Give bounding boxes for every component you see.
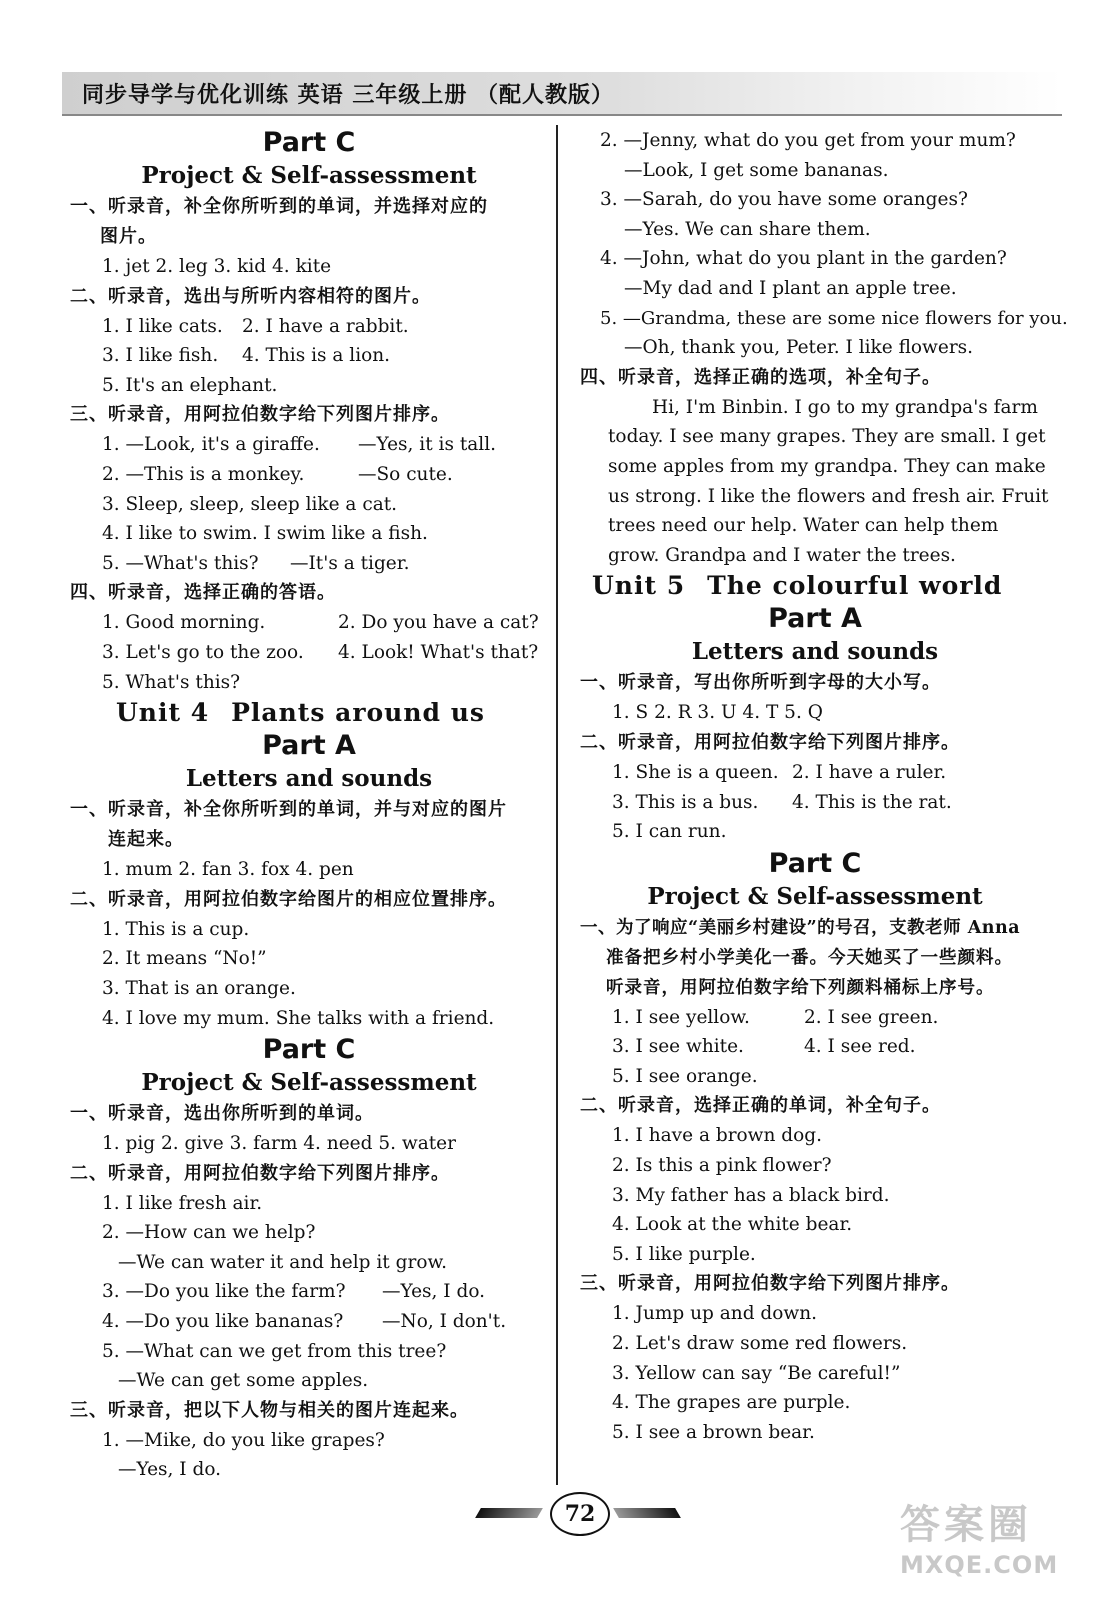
answer-line: 2. —Jenny, what do you get from your mum? [600,130,1016,151]
section-heading: Part A [262,730,356,762]
answer-line [70,1277,548,1307]
answer-item: 2. I see green. [804,1006,939,1028]
answer-item: 3. I see white. [612,1036,744,1058]
section-heading: Part C [262,127,356,158]
answer-item: —It's a tiger. [290,552,410,574]
left-column [70,126,548,1485]
answer-line [70,1307,548,1337]
answer-line [70,638,548,668]
answer-line: 1. This is a cup. [102,918,250,940]
answer-line: 5. I see a brown bear. [612,1421,815,1443]
answer-line [580,1032,1050,1062]
answer-line: 1. —Mike, do you like grapes? [102,1429,385,1451]
answer-line: 3. Sleep, sleep, sleep like a cat. [102,493,398,515]
answer-line: 5. I can run. [612,821,727,843]
answer-item: 4. This is a lion. [242,345,391,367]
answer-line: 4. I like to swim. I swim like a fish. [102,523,428,545]
answer-line: 5. I like purple. [612,1243,756,1265]
answer-line: —Yes. We can share them. [624,218,871,240]
answer-line [70,549,548,579]
answer-line: 4. I love my mum. She talks with a friend. [102,1007,495,1029]
answer-line [70,608,548,638]
page-header [62,72,1062,116]
answer-line [70,341,548,371]
column-divider [556,125,558,1485]
question-title: 三、听录音，用阿拉伯数字给下列图片排序。 [70,404,450,426]
answer-item: 3. Let's go to the zoo. [102,641,304,663]
question-title: 四、听录音，选择正确的选项，补全句子。 [580,366,941,388]
unit-heading [70,697,548,729]
answer-line: 1. mum 2. fan 3. fox 4. pen [102,859,354,881]
answer-line: —We can get some apples. [118,1370,369,1392]
answer-line: —Look, I get some bananas. [624,159,889,181]
answer-item: 1. I like cats. [102,315,223,337]
answer-line: 2. It means “No!” [102,948,267,970]
answer-line: —Yes, I do. [118,1459,222,1481]
question-title: 一、听录音，选出你所听到的单词。 [70,1103,374,1125]
answer-line [580,788,1050,818]
answer-item: —No, I don't. [382,1311,507,1333]
question-title: 二、听录音，用阿拉伯数字给图片的相应位置排序。 [70,888,507,910]
answer-line: —Oh, thank you, Peter. I like flowers. [624,337,974,359]
section-subheading: Project & Self-assessment [141,162,477,189]
answer-item: 5. —What's this? [102,552,259,574]
answer-line [580,1003,1050,1033]
reading-paragraph: Hi, I'm Binbin. I go to my grandpa's farm today. I see many grapes. They are small. I get some apples from my grandpa. They can make us strong. I like the flowers and fresh air. Fruit trees need our help. Water can help them grow. Grandpa and I water the trees. [608,396,1049,566]
answer-line: 4. The grapes are purple. [612,1392,851,1414]
question-title: 三、听录音，用阿拉伯数字给下列图片排序。 [580,1273,960,1295]
book-title: 同步导学与优化训练 英语 三年级上册 （配人教版） [82,82,614,108]
answer-line [70,430,548,460]
question-title: 一、为了响应“美丽乡村建设”的号召，支教老师 Anna [580,917,1021,938]
answer-item: 3. I like fish. [102,345,219,367]
question-title: 四、听录音，选择正确的答语。 [70,582,336,604]
section-subheading: Letters and sounds [185,765,433,793]
section-subheading: Letters and sounds [691,638,939,666]
question-title-cont: 连起来。 [108,829,184,851]
question-title: 二、听录音，用阿拉伯数字给下列图片排序。 [70,1162,450,1184]
section-heading: Part C [768,847,862,879]
answer-line: 4. Look at the white bear. [612,1214,853,1236]
answer-line: 1. S 2. R 3. U 4. T 5. Q [612,702,823,724]
question-title: 一、听录音，补全你所听到的单词，并选择对应的 [70,196,488,217]
section-heading: Part A [768,603,862,635]
answer-line: —My dad and I plant an apple tree. [624,277,957,299]
answer-line: 1. pig 2. give 3. farm 4. need 5. water [102,1133,456,1155]
footer-ornament-right [613,1508,681,1518]
answer-line: 1. I have a brown dog. [612,1125,823,1147]
answer-item: —Yes, it is tall. [358,434,497,456]
unit-number: Unit 5 [592,571,686,601]
answer-item: 4. This is the rat. [792,791,952,813]
answer-line: 3. —Sarah, do you have some oranges? [600,189,968,211]
answer-item: 2. I have a ruler. [792,761,947,783]
question-title-cont: 准备把乡村小学美化一番。今天她买了一些颜料。 [606,947,1013,968]
question-title: 二、听录音，选出与所听内容相符的图片。 [70,285,431,307]
answer-line: —We can water it and help it grow. [118,1251,447,1273]
answer-line: 3. That is an orange. [102,977,296,999]
answer-line: 1. jet 2. leg 3. kid 4. kite [102,256,332,277]
answer-item: 4. I see red. [804,1036,916,1058]
answer-item: 1. She is a queen. [612,761,779,783]
watermark-text: 答案圈 [900,1502,1032,1548]
footer-ornament-left [475,1508,543,1518]
answer-item: 2. —This is a monkey. [102,463,305,485]
answer-item: 1. —Look, it's a giraffe. [102,434,320,456]
question-title: 二、听录音，选择正确的单词，补全句子。 [580,1095,941,1117]
section-subheading: Project & Self-assessment [647,882,983,910]
answer-item: 2. Do you have a cat? [338,612,539,634]
answer-item: 2. I have a rabbit. [242,315,409,337]
answer-item: —So cute. [358,463,453,485]
unit-title: The colourful world [707,571,1003,601]
answer-line: 5. It's an elephant. [102,374,278,396]
question-title: 一、听录音，补全你所听到的单词，并与对应的图片 [70,799,507,821]
answer-item: 3. —Do you like the farm? [102,1281,346,1303]
answer-line: 2. Let's draw some red flowers. [612,1333,908,1355]
unit-number: Unit 4 [116,698,210,728]
answer-line: 5. I see orange. [612,1065,758,1087]
answer-line: 2. —How can we help? [102,1222,316,1244]
answer-line: 3. My father has a black bird. [612,1184,890,1206]
answer-item: —Yes, I do. [382,1281,486,1303]
answer-line: 5. —What can we get from this tree? [102,1340,447,1362]
answer-line: 1. Jump up and down. [612,1303,818,1325]
answer-line: 1. I like fresh air. [102,1192,263,1214]
page-footer [478,1490,678,1536]
answer-line [580,758,1050,788]
answer-line [70,460,548,490]
section-heading: Part C [262,1034,356,1066]
unit-heading [580,570,1050,602]
right-column [580,126,1068,1447]
answer-line: 2. Is this a pink flower? [612,1155,832,1177]
answer-line: 5. —Grandma, these are some nice flowers for you. [600,307,1068,329]
unit-title: Plants around us [231,698,485,728]
answer-line [70,312,548,342]
question-title: 二、听录音，用阿拉伯数字给下列图片排序。 [580,731,960,753]
page-number: 72 [550,1492,610,1536]
answer-item: 3. This is a bus. [612,791,759,813]
question-title: 一、听录音，写出你所听到字母的大小写。 [580,672,941,694]
answer-line: 4. —John, what do you plant in the garden? [600,248,1007,270]
answer-item: 4. Look! What's that? [338,641,539,663]
question-title: 三、听录音，把以下人物与相关的图片连起来。 [70,1399,469,1421]
answer-item: 1. Good morning. [102,612,266,634]
answer-line: 5. What's this? [102,671,241,693]
answer-line: 3. Yellow can say “Be careful!” [612,1362,901,1384]
answer-item: 1. I see yellow. [612,1006,750,1028]
answer-item: 4. —Do you like bananas? [102,1311,344,1333]
section-subheading: Project & Self-assessment [141,1069,477,1097]
question-title-cont: 图片。 [100,226,157,247]
watermark-logo [900,1500,1080,1590]
watermark-url: MXQE.COM [900,1551,1059,1579]
question-title-cont: 听录音，用阿拉伯数字给下列颜料桶标上序号。 [606,977,995,998]
